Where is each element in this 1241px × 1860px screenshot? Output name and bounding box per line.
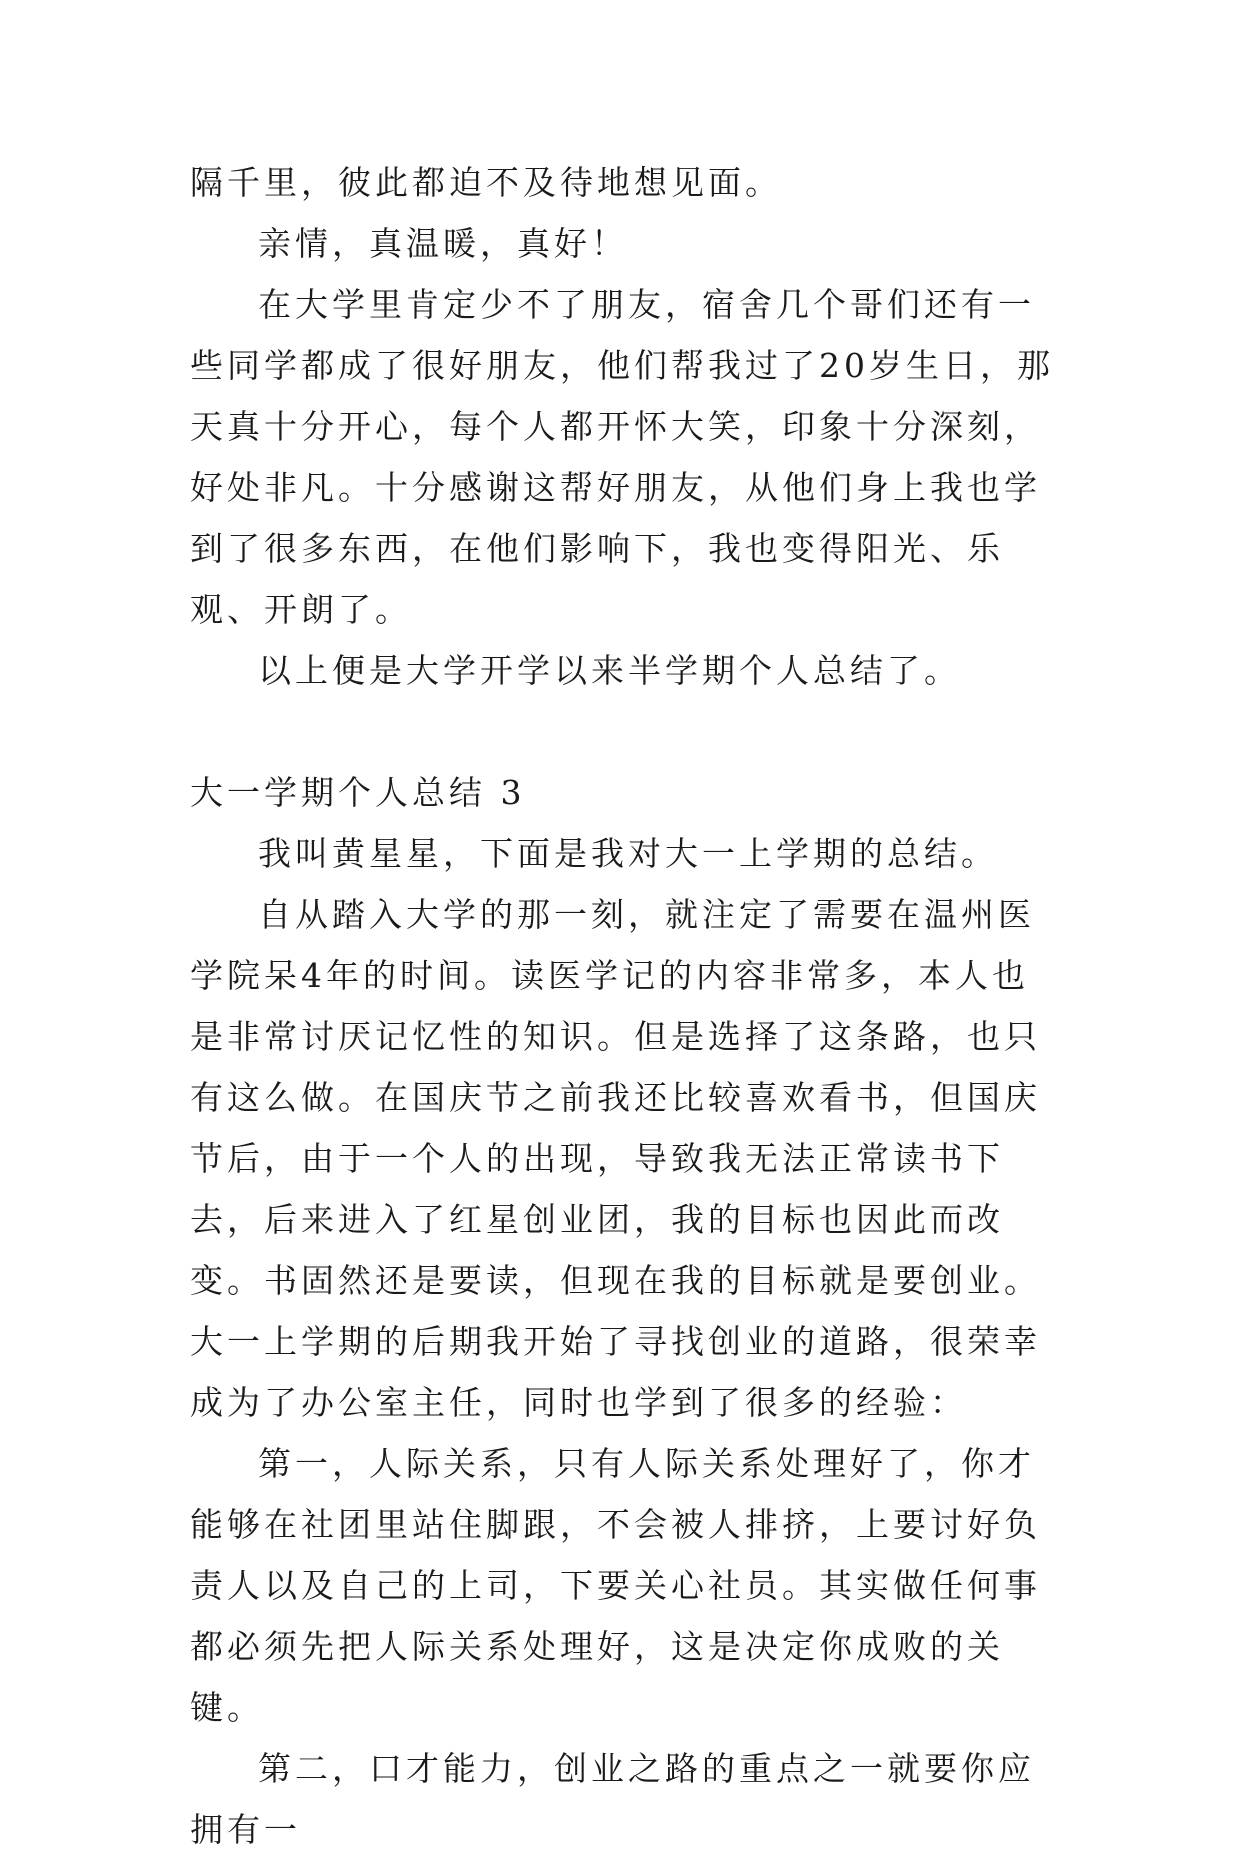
- section-heading: 大一学期个人总结 3: [190, 773, 526, 812]
- paragraph-friends: 在大学里肯定少不了朋友，宿舍几个哥们还有一些同学都成了很好朋友，他们帮我过了20岁生日，那天真十分开心，每个人都开怀大笑，印象十分深刻，好处非凡。十分感谢这帮好朋友，从他们身上我也学到了很多东西，在他们影响下，我也变得阳光、乐观、开朗了。: [190, 285, 1054, 629]
- paragraph-university: 自从踏入大学的那一刻，就注定了需要在温州医学院呆4年的时间。读医学记的内容非常多，本人也是非常讨厌记忆性的知识。但是选择了这条路，也只有这么做。在国庆节之前我还比较喜欢看书，但国庆节后，由于一个人的出现，导致我无法正常读书下去，后来进入了红星创业团，我的目标也因此而改变。书固然还是要读，但现在我的目标就是要创业。大一上学期的后期我开始了寻找创业的道路，很荣幸成为了办公室主任，同时也学到了很多的经验：: [190, 895, 1041, 1422]
- paragraph-family: 亲情，真温暖，真好！: [258, 224, 628, 263]
- paragraph-first-point: 第一，人际关系，只有人际关系处理好了，你才能够在社团里站住脚跟，不会被人排挤，上要讨好负责人以及自己的上司，下要关心社员。其实做任何事都必须先把人际关系处理好，这是决定你成败的关键。: [190, 1444, 1041, 1727]
- paragraph-conclusion: 以上便是大学开学以来半学期个人总结了。: [258, 651, 961, 690]
- document-body: [190, 152, 1060, 1860]
- paragraph-intro: 我叫黄星星，下面是我对大一上学期的总结。: [258, 834, 998, 873]
- paragraph-continuation: 隔千里，彼此都迫不及待地想见面。: [190, 163, 782, 202]
- paragraph-second-point: 第二，口才能力，创业之路的重点之一就要你应拥有一: [190, 1749, 1035, 1849]
